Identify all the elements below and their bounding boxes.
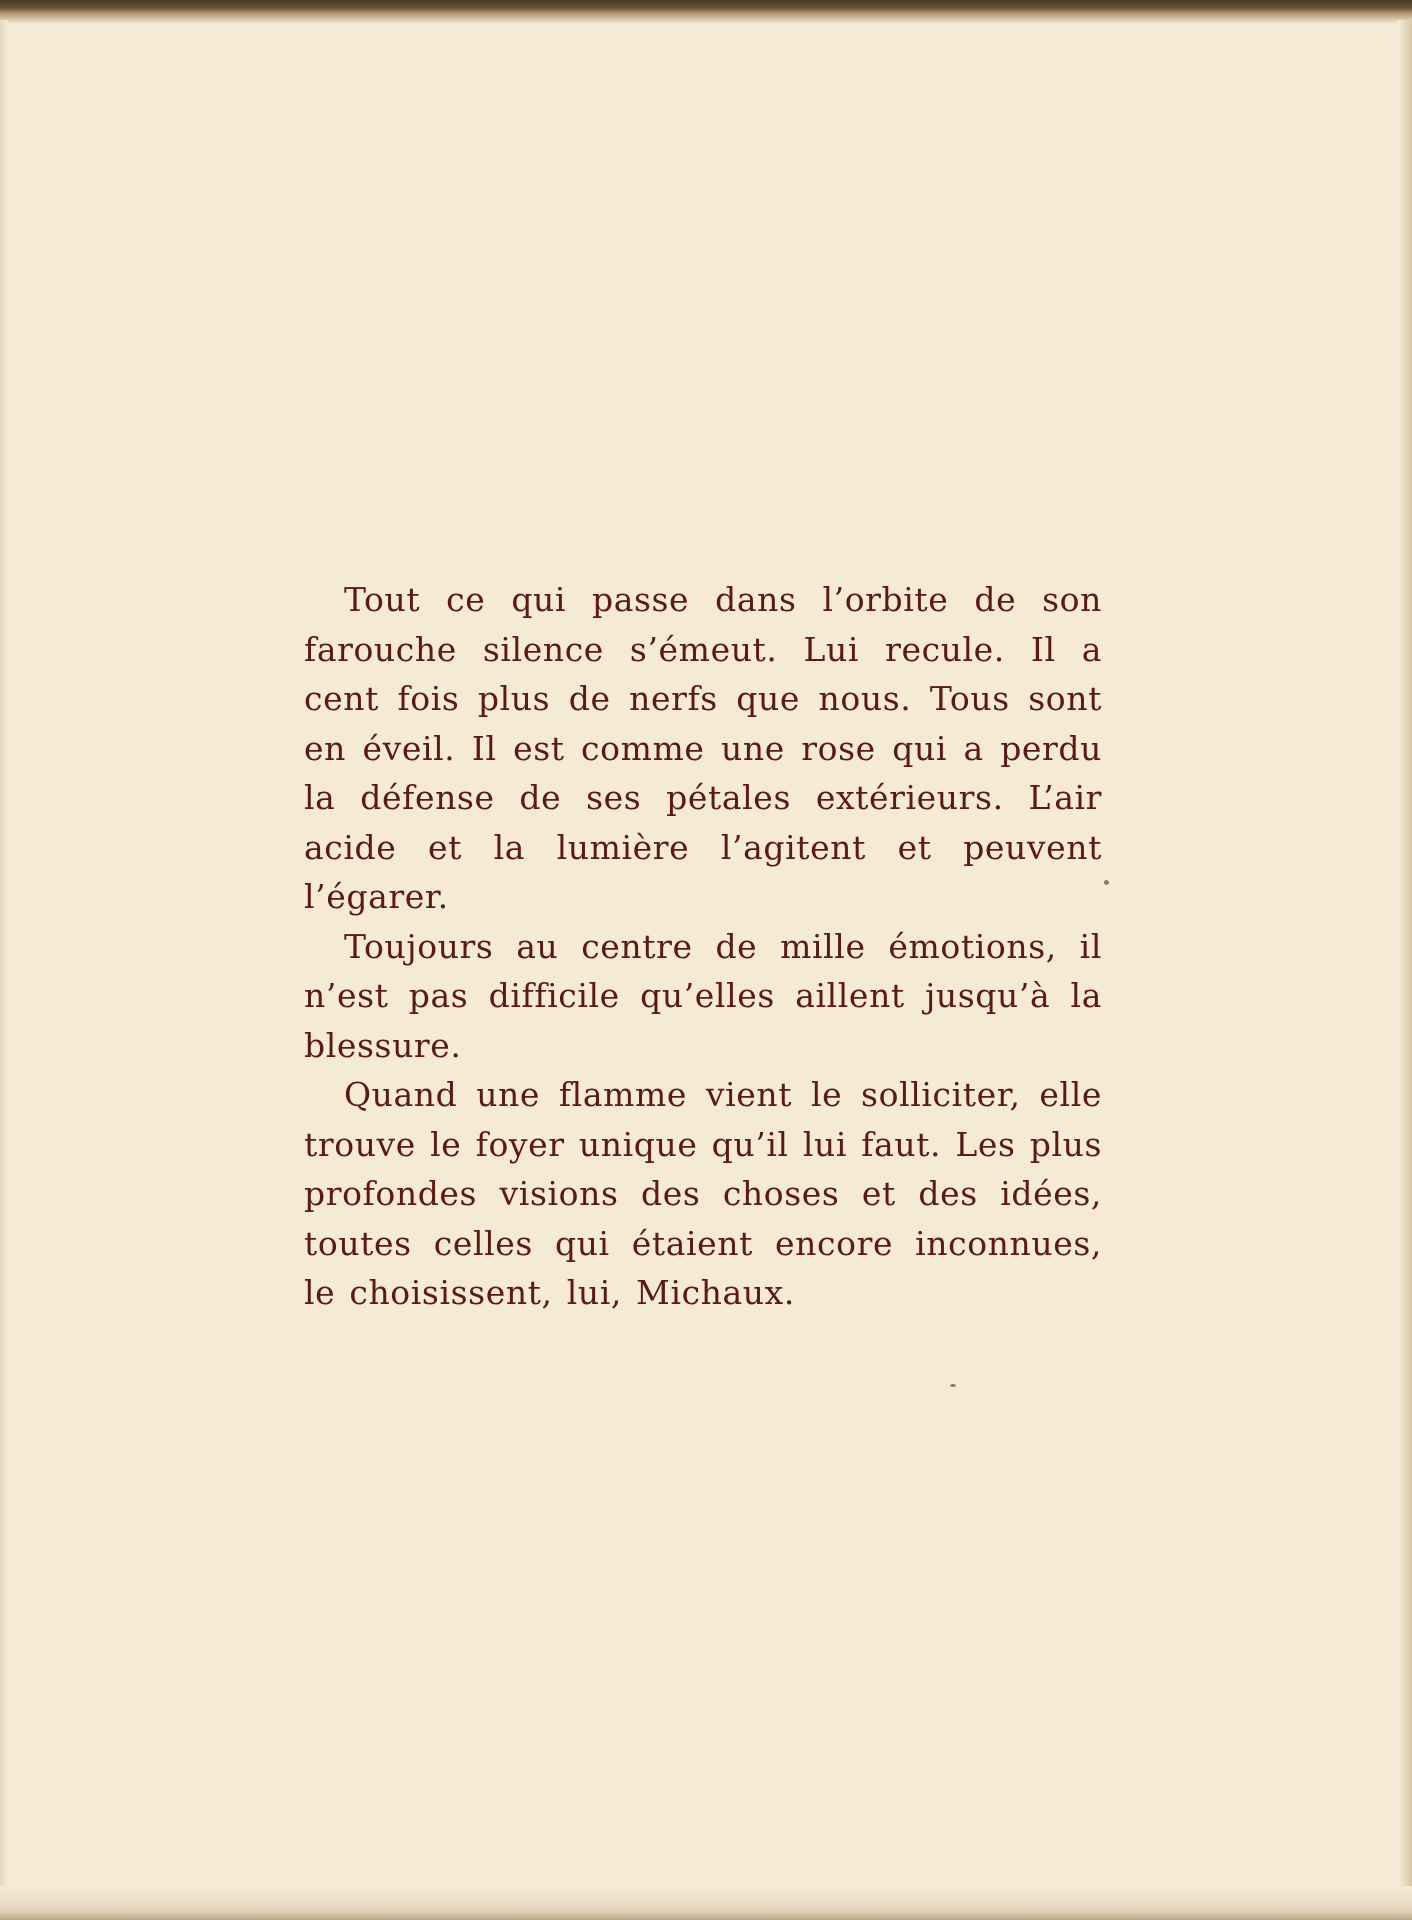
paragraph: Tout ce qui passe dans l’orbite de son farouche silence s’émeut. Lui recule. Il a cent fois plus de nerfs que nous. Tous sont en éveil. Il est comme une rose qui a perdu la défense de ses pétales extérieurs. L’air acide et la lumière l’agitent et peuvent l’égarer. <box>304 580 1102 916</box>
paragraph: Quand une flamme vient le solliciter, elle trouve le foyer unique qu’il lui faut. Les plus profondes visions des choses et des idées, toutes celles qui étaient encore inconnues, le choisissent, lui, Michaux. <box>304 1075 1102 1312</box>
body-text <box>304 575 1102 1318</box>
page-right-edge <box>1398 20 1412 1920</box>
paper-speck <box>950 1384 956 1387</box>
paragraph: Toujours au centre de mille émotions, il n’est pas difficile qu’elles aillent jusqu’à la blessure. <box>304 926 1102 1065</box>
page-left-edge <box>0 20 8 1920</box>
page-top-edge <box>0 0 1412 24</box>
page-bottom-edge <box>0 1886 1412 1920</box>
paper-speck <box>1104 880 1109 885</box>
